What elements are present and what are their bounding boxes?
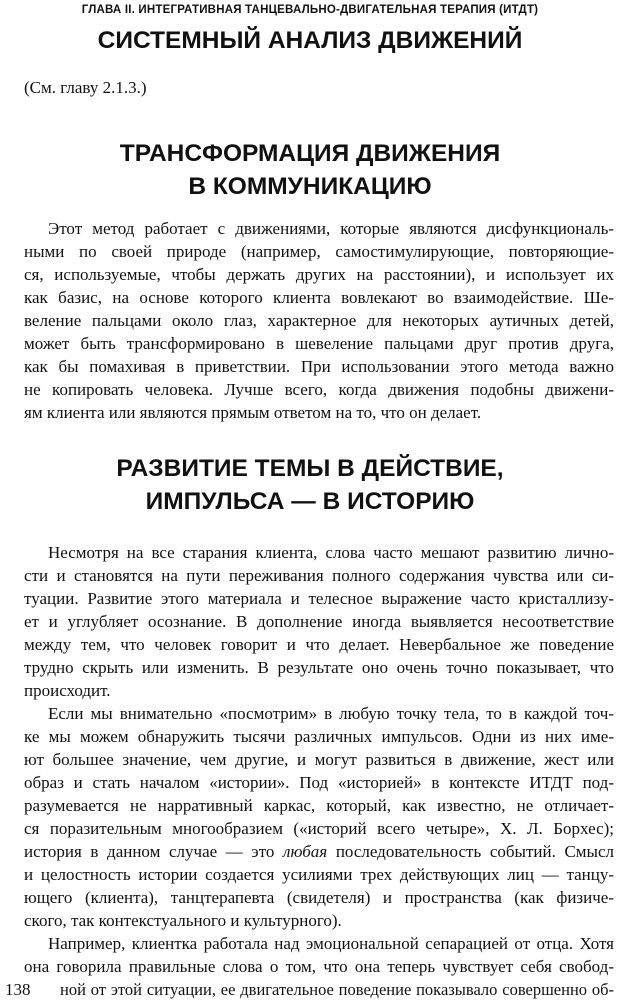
paragraph-line: ся поразительным многообразием («историй всего четыре», Х. Л. Борхес); — [24, 819, 614, 838]
paragraph-line: ке мы можем обнаружить тысячи различных импульсов. Одни из них име- — [24, 727, 614, 746]
paragraph-line: как базис, на основе которого клиента вовлекают во взаимодействие. Ше- — [24, 288, 614, 307]
paragraph-line: туации. Развитие этого материала и телесное выражение часто кристаллизу- — [24, 589, 614, 608]
paragraph-line: сти и становятся на пути переживания полного содержания чувства или си- — [24, 566, 614, 585]
paragraph-line: разумевается не нарративный каркас, который, как известно, не отличает- — [24, 796, 614, 815]
paragraph-line: она говорила правильные слова о том, что она теперь чувствует себя свобод- — [24, 957, 614, 976]
paragraph-line: образ и стать началом «истории». Под «историей» в контексте ИТДТ под- — [24, 773, 614, 792]
paragraph-line: ющего (клиента), танцтерапевта (свидетеля) и пространства (как физиче- — [24, 888, 614, 907]
paragraph-line-with-emphasis: история в данном случае — это любая последовательность событий. Смысл — [24, 842, 614, 861]
paragraph-line: ными по своей природе (например, самостимулирующие, повторяющие- — [24, 242, 614, 261]
paragraph-line: Если мы внимательно «посмотрим» в любую точку тела, то в каждой точ- — [48, 704, 614, 723]
chapter-reference-note: (См. главу 2.1.3.) — [24, 78, 147, 97]
paragraph-line: веление пальцами около глаз, характерное для некоторых аутичных детей, — [24, 311, 614, 330]
paragraph-line: не копировать человека. Лучше всего, когда движения подобны движени- — [24, 380, 614, 399]
page-number: 138 — [5, 980, 31, 999]
section-title-systemic-analysis: СИСТЕМНЫЙ АНАЛИЗ ДВИЖЕНИЙ — [97, 27, 523, 54]
section-title-theme-development-line-1: РАЗВИТИЕ ТЕМЫ В ДЕЙСТВИЕ, — [116, 455, 504, 482]
paragraph-line: как бы помахивая в приветствии. При использовании этого метода важно — [24, 357, 614, 376]
paragraph-line: ет и углубляет осознание. В дополнение иногда выявляется несоответствие — [24, 612, 614, 631]
paragraph-line: Например, клиентка работала над эмоциональной сепарацией от отца. Хотя — [48, 934, 614, 953]
paragraph-line: Несмотря на все старания клиента, слова часто мешают развитию лично- — [48, 543, 614, 562]
paragraph-line: происходит. — [24, 681, 111, 700]
section-title-transformation-line-1: ТРАНСФОРМАЦИЯ ДВИЖЕНИЯ — [119, 140, 501, 167]
paragraph-line: ского, так контекстуального и культурного). — [24, 911, 342, 930]
paragraph-line: ям клиента или являются прямым ответом на то, что он делает. — [24, 403, 482, 422]
paragraph-line: Этот метод работает с движениями, которые являются дисфункциональ- — [48, 219, 614, 238]
paragraph-line: может быть трансформировано в шевеление пальцами друг против друга, — [24, 334, 614, 353]
paragraph-line: и целостность истории создается усилиями трех действующих лиц — танцу- — [24, 865, 614, 884]
paragraph-line: ся, используемые, чтобы держать других на расстоянии), и использует их — [24, 265, 614, 284]
paragraph-line: ной от этой ситуации, ее двигательное поведение показывало совершенно об- — [60, 980, 614, 999]
section-title-transformation-line-2: В КОММУНИКАЦИЮ — [188, 173, 432, 200]
paragraph-line: ют большее значение, чем другие, и могут развиться в движение, жест или — [24, 750, 614, 769]
section-title-theme-development-line-2: ИМПУЛЬСА — В ИСТОРИЮ — [145, 488, 475, 515]
paragraph-line: трудно скрыть или изменить. В результате оно очень точно показывает, что — [24, 658, 614, 677]
paragraph-line: между тем, что человек говорит и что делает. Невербальное же поведение — [24, 635, 614, 654]
running-header: ГЛАВА II. ИНТЕГРАТИВНАЯ ТАНЦЕВАЛЬНО-ДВИГАТЕЛЬНАЯ ТЕРАПИЯ (ИТДТ) — [81, 4, 539, 16]
